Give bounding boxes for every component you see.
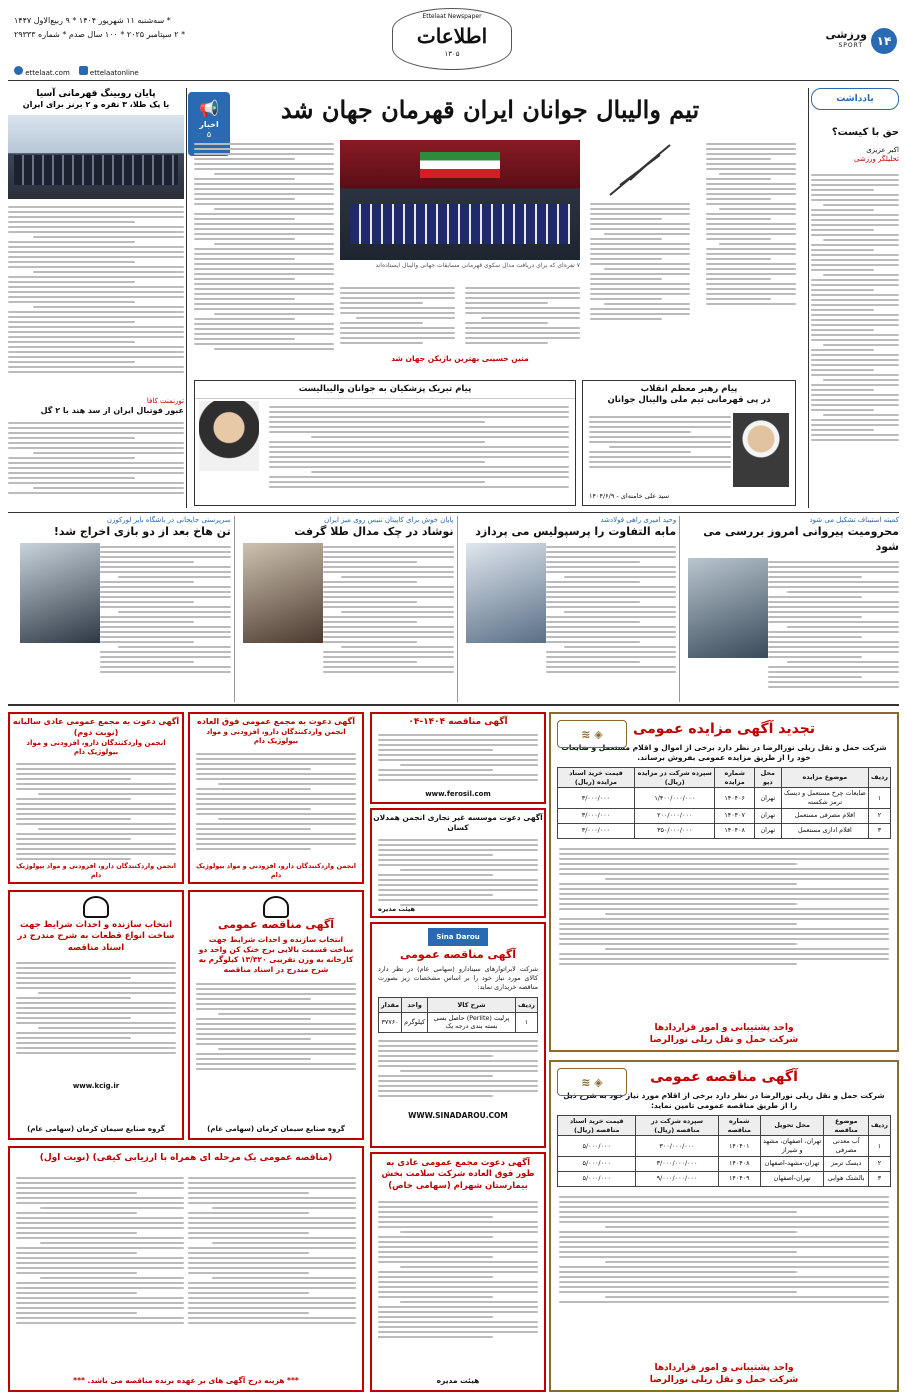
leader-subtitle: در پی قهرمانی تیم ملی والیبال جوانان xyxy=(607,395,771,406)
tender-company: شرکت حمل و نقل ریلی نورالرضا در نظر دارد برخی از اقلام مورد نیاز خود به شرح ذیل را از طریق مناقصه عمومی تامین نماید: xyxy=(563,1090,885,1111)
auction-terms xyxy=(559,845,889,985)
social-icon xyxy=(79,66,88,75)
inquiry-ad xyxy=(370,712,546,804)
left-divider xyxy=(186,88,187,508)
president-title: پیام تبریک پزشکیان به جوانان والیبالیست xyxy=(195,381,575,399)
section-label: ورزشی xyxy=(825,28,867,41)
cement1-company: گروه صنایع سیمان کرمان (سهامی عام) xyxy=(27,1124,165,1133)
table-cell: ۵/۰۰۰/۰۰۰ xyxy=(558,1156,636,1171)
inquiry-body xyxy=(378,731,538,787)
table-cell: آب معدنی مصرفی xyxy=(824,1136,869,1156)
cement2-logo-icon xyxy=(263,896,289,918)
mid-story-kicker: سرپرستی جایحانی در باشگاه بایر لورکوزن xyxy=(106,516,231,524)
cement1-ad xyxy=(8,890,184,1140)
result-col xyxy=(194,140,334,380)
assoc2-sign: انجمن واردکنندگان دارو، افزودنی و مواد بیولوژیک دام xyxy=(195,862,357,880)
auction-footer: واحد پشتیبانی و امور قراردادها شرکت حمل و نقل ریلی نورالرضا xyxy=(649,1022,799,1045)
paper-logo xyxy=(392,8,512,70)
cement1-title: انتخاب سازنده و احداث شرایط جهت ساخت انواع قطعات به شرح مندرج در اسناد مناقصه xyxy=(17,920,175,953)
table-cell: ۳/۰۰۰/۰۰۰ xyxy=(558,808,635,823)
table-row xyxy=(558,788,891,808)
nour-logo-icon: ◈ ≋ xyxy=(557,720,627,748)
table-cell: تهران، اصفهان، مشهد و شیراز xyxy=(760,1136,824,1156)
mid-story-divider xyxy=(457,516,458,702)
rowing-subtitle: با یک طلا، ۳ نقره و ۲ برنز برای ایران xyxy=(22,100,170,110)
table-cell: ۵/۰۰۰/۰۰۰ xyxy=(558,1136,636,1156)
table-header: قیمت خرید اسناد مزایده (ریال) xyxy=(558,768,635,788)
table-header: واحد xyxy=(402,997,428,1012)
inquiry-site[interactable]: www.ferosil.com xyxy=(425,790,491,799)
table-cell: ۱۴۰۴۰۹ xyxy=(718,1171,760,1186)
tender-table xyxy=(557,1115,891,1187)
table-cell: ۳۷۷۶۰ xyxy=(379,1012,402,1032)
assoc1-title: آگهی دعوت به مجمع عمومی عادی سالیانه (نوبت دوم) xyxy=(12,717,180,737)
mid-story-divider xyxy=(679,516,680,702)
rowing-story xyxy=(8,88,184,508)
assoc1-sub: انجمن واردکنندگان دارو، افزودنی و مواد بیولوژیک دام xyxy=(26,738,166,757)
table-cell: پرلیت (Perlite) حاصل بسی بسته بندی درجه یک xyxy=(428,1012,516,1032)
table-header: محل تحویل xyxy=(760,1116,824,1136)
notes-title: حق با کیست؟ xyxy=(831,127,899,139)
mid-story-body xyxy=(100,543,231,693)
mid-story xyxy=(462,516,677,702)
assoc1-ad xyxy=(8,712,184,884)
date-line-2: * ۲ سپتامبر ۲۰۲۵ * ۱۰۰ سال صدم * شماره ۲۹۳۳۳ xyxy=(14,30,186,39)
table-header: موضوع مناقصه xyxy=(824,1116,869,1136)
leader-body xyxy=(589,413,731,483)
notes-label: یادداشت xyxy=(811,88,899,110)
table-cell: ۱۴۰۴۰۸ xyxy=(715,823,754,838)
cement1-logo-icon xyxy=(83,896,109,918)
assoc2-ad xyxy=(188,712,364,884)
table-header: سپرده شرکت در مزایده (ریال) xyxy=(634,768,715,788)
mid-story-body xyxy=(768,558,899,708)
rowing-title: پایان رویینگ قهرمانی آسیا xyxy=(36,89,156,99)
table-header: شماره مناقصه xyxy=(718,1116,760,1136)
table-header: ردیف xyxy=(516,997,538,1012)
president-photo xyxy=(199,401,259,471)
table-cell: ۳۰۰/۰۰۰/۰۰۰ xyxy=(636,1136,718,1156)
table-cell: ۱ xyxy=(869,1136,891,1156)
cement2-ad xyxy=(188,890,364,1140)
tender-bottom-ad xyxy=(8,1146,364,1392)
table-cell: اقلام اداری مستعمل xyxy=(781,823,868,838)
table-cell: بالشتک هوایی xyxy=(824,1171,869,1186)
table-cell: تهران-مشهد-اصفهان xyxy=(760,1156,824,1171)
table-cell: کیلوگرم xyxy=(402,1012,428,1032)
table-cell: ۳ xyxy=(869,1171,891,1186)
mid-story-body xyxy=(546,543,677,693)
assembly-title: آگهی دعوت موسسه غیر تجاری انجمن همدلان کسان xyxy=(373,813,543,833)
table-row xyxy=(558,1136,891,1156)
akhbar-number: ۵ xyxy=(206,130,212,140)
paper-name: اطلاعات xyxy=(416,24,488,49)
sinadarou-body xyxy=(378,1037,538,1107)
table-header: شماره مزایده xyxy=(715,768,754,788)
best-player-box xyxy=(340,284,580,376)
sinadarou-logo: Sina Darou xyxy=(428,928,488,946)
tender-title: آگهی مناقصه عمومی xyxy=(650,1069,798,1085)
auction-title: تجدید آگهی مزایده عمومی xyxy=(632,721,816,737)
table-cell: ضایعات چرخ مستعمل و دیسک ترمز شکسته xyxy=(781,788,868,808)
champions-col-right xyxy=(590,140,796,380)
founded-year: ۱۳۰۵ xyxy=(444,50,460,59)
web-icon xyxy=(14,66,23,75)
notes-body xyxy=(811,171,899,491)
leader-signature: سید علی خامنه‌ای - ۱۴۰۴/۶/۹ xyxy=(589,492,670,501)
notes-divider xyxy=(808,88,809,508)
table-cell: ۱ xyxy=(516,1012,538,1032)
auction-ad xyxy=(549,712,899,1052)
football-body xyxy=(8,419,184,509)
mid-story-photo xyxy=(688,558,768,658)
mid-story-body xyxy=(323,543,454,693)
mid-story xyxy=(239,516,454,702)
football-kicker: تورنمنت کافا xyxy=(146,396,184,405)
lead-col-2 xyxy=(590,200,690,323)
table-cell: ۱/۴۰۰/۰۰۰/۰۰۰ xyxy=(634,788,715,808)
mid-story-kicker: وحید امیری راهی فولادشد xyxy=(600,516,677,524)
mid-bottom-rule xyxy=(8,704,899,706)
table-cell: تهران xyxy=(754,823,781,838)
tender-bottom-title: (مناقصه عمومی یک مرحله ای همراه با ارزیابی کیفی) (نوبت اول) xyxy=(39,1153,333,1163)
table-header: محل دپو xyxy=(754,768,781,788)
best-player-label: متین حسینی بهترین بازیکن جهان شد xyxy=(391,354,529,363)
mid-story-title: نوشاد در چک مدال طلا گرفت xyxy=(294,525,454,539)
table-cell: ۵/۰۰۰/۰۰۰ xyxy=(558,1171,636,1186)
section-label-en: SPORT xyxy=(838,42,863,49)
table-header: ردیف xyxy=(869,768,891,788)
inquiry-title: آگهی مناقصه ۱۴۰۴-۰۴ xyxy=(408,717,508,727)
mid-stories-row xyxy=(8,516,899,702)
masthead xyxy=(0,0,907,82)
hospital-body xyxy=(378,1198,538,1368)
table-cell: دیسک ترمز xyxy=(824,1156,869,1171)
tender-bottom-body-1 xyxy=(188,1174,356,1364)
notes-author: اکبر عزیزی xyxy=(866,145,899,154)
table-cell: ۳/۰۰۰/۰۰۰/۰۰۰ xyxy=(636,1156,718,1171)
cement2-title: آگهی مناقصه عمومی xyxy=(217,918,335,931)
table-cell: تهران-اصفهان xyxy=(760,1171,824,1186)
date-line-1: * سه‌شنبه ۱۱ شهریور ۱۴۰۴ * ۹ ربیع‌الاول ۱۴۴۷ xyxy=(14,16,171,25)
notes-column xyxy=(811,88,899,508)
president-body xyxy=(269,403,569,499)
leader-message xyxy=(582,380,796,506)
table-cell: ۱۴۰۴۰۷ xyxy=(715,808,754,823)
leader-title: پیام رهبر معظم انقلاب xyxy=(640,384,738,394)
table-cell: اقلام مصرفی مستعمل xyxy=(781,808,868,823)
paper-name-en: Ettelaat Newspaper xyxy=(422,13,482,20)
table-cell: ۲ xyxy=(869,1156,891,1171)
photo-caption: ۷ نفره‌ای که برای دریافت مدال سکوی قهرمانی مسابقات جهانی والیبال ایستاده‌اند xyxy=(375,262,580,269)
assoc2-title: آگهی دعوت به مجمع عمومی فوق العاده xyxy=(197,717,355,726)
mid-story-photo xyxy=(20,543,100,643)
hospital-title: آگهی دعوت مجمع عمومی عادی به طور فوق العاده شرکت سلامت بخش بیمارستان شهرام (سهامی خاص) xyxy=(381,1158,535,1191)
mid-story-title: تن هاخ بعد از دو بازی اخراج شد! xyxy=(53,525,231,539)
nour-logo-icon-2: ◈ ≋ xyxy=(557,1068,627,1096)
notes-author-role: تحلیلگر ورزشی xyxy=(853,155,899,164)
assoc1-sign: انجمن واردکنندگان دارو، افزودنی و مواد بیولوژیک دام xyxy=(15,862,177,880)
tender-ad xyxy=(549,1060,899,1392)
table-cell: ۳/۰۰۰/۰۰۰ xyxy=(558,823,635,838)
table-row xyxy=(558,1171,891,1186)
table-header: ردیف xyxy=(869,1116,891,1136)
hospital-sign: هیئت مدیره xyxy=(436,1375,480,1385)
mid-story-title: مابه التفاوت را پرسپولیس می پردازد xyxy=(475,525,677,539)
sinadarou-title: آگهی مناقصه عمومی xyxy=(399,948,517,961)
table-cell: ۳/۰۰۰/۰۰۰ xyxy=(558,788,635,808)
auction-table xyxy=(557,767,891,839)
table-row xyxy=(558,808,891,823)
table-cell: ۳۵۰/۰۰۰/۰۰۰ xyxy=(634,823,715,838)
social-link[interactable]: ettelaatonline xyxy=(89,69,139,77)
rowing-photo xyxy=(8,115,184,199)
table-cell: ۱۴۰۴۰۸ xyxy=(718,1156,760,1171)
table-cell: ۲ xyxy=(869,808,891,823)
assoc2-body xyxy=(196,750,356,870)
mid-story-kicker: کمیته استیناف تشکیل می شود xyxy=(809,516,899,524)
table-cell: ۱ xyxy=(869,788,891,808)
mid-story-photo xyxy=(243,543,323,643)
cement2-body xyxy=(196,980,356,1090)
mid-story xyxy=(684,516,899,702)
site-link[interactable]: ettelaat.com xyxy=(25,69,70,77)
table-cell: تهران xyxy=(754,788,781,808)
akhbar-label: اخبار xyxy=(199,119,219,129)
table-header: قیمت خرید اسناد مناقصه (ریال) xyxy=(558,1116,636,1136)
sinadarou-table xyxy=(378,997,538,1033)
rowing-body xyxy=(8,203,184,393)
mid-story-divider xyxy=(234,516,235,702)
auction-company: شرکت حمل و نقل ریلی نورالرضا در نظر دارد برخی از اموال و اقلام مستعمل و ضایعات خود را از طریق مزایده عمومی بفروش برساند. xyxy=(561,742,887,763)
leader-photo xyxy=(733,413,789,487)
masthead-rule xyxy=(8,80,899,81)
lead-col-1 xyxy=(706,140,796,308)
social-row xyxy=(14,66,139,78)
assembly-sign: هیئت مدیره xyxy=(378,905,416,914)
page-number-badge: ۱۴ xyxy=(871,28,897,54)
mid-top-rule xyxy=(8,512,899,513)
assembly-ad xyxy=(370,808,546,918)
sinadarou-site[interactable]: WWW.SINADAROU.COM xyxy=(408,1111,508,1121)
volleyball-photo xyxy=(340,140,580,260)
tender-bottom-body-2 xyxy=(16,1174,184,1364)
table-cell: تهران xyxy=(754,808,781,823)
table-cell: ۹/۰۰۰/۰۰۰/۰۰۰ xyxy=(636,1171,718,1186)
champions-col-left xyxy=(194,140,334,380)
cement2-sub: انتخاب سازنده و احداث شرایط جهت ساخت قسمت بالایی برج خنک کن واحد دو کارخانه به وزن تقریبی ۱۳/۳۲۰ کیلوگرم به شرح مندرج در اسناد مناقصه xyxy=(198,934,354,975)
assoc2-sub: انجمن واردکنندگان دارو، افزودنی و مواد بیولوژیک دام xyxy=(206,727,346,746)
mid-story-photo xyxy=(466,543,546,643)
sinadarou-ad xyxy=(370,922,546,1148)
cement1-site[interactable]: www.kcig.ir xyxy=(72,1082,120,1091)
mid-story xyxy=(16,516,231,702)
tender-terms xyxy=(559,1193,889,1323)
table-header: شرح کالا xyxy=(428,997,516,1012)
tender-bottom-footer: *** هزینه درج آگهی های بر عهده برنده مناقصه می باشد. *** xyxy=(73,1375,299,1385)
cement1-body xyxy=(16,959,176,1079)
table-row xyxy=(558,1156,891,1171)
best-player-body-1 xyxy=(465,284,580,354)
table-row xyxy=(558,823,891,838)
mid-story-title: محرومیت پیروانی امروز بررسی می شود xyxy=(703,525,899,554)
cement2-company: گروه صنایع سیمان کرمان (سهامی عام) xyxy=(207,1124,345,1133)
president-congrats xyxy=(194,380,576,506)
tender-footer: واحد پشتیبانی و امور قراردادها شرکت حمل و نقل ریلی نورالرضا xyxy=(649,1362,799,1385)
table-header: مقدار xyxy=(379,997,402,1012)
table-header: سپرده شرکت در مناقصه (ریال) xyxy=(636,1116,718,1136)
best-player-body-2 xyxy=(340,284,455,354)
sinadarou-company: شرکت لابراتوارهای سینادارو (سهامی عام) در نظر دارد کالای مورد نیاز خود را بر اساس مشخصات زیر بصورت مناقصه خریداری نماید: xyxy=(378,964,538,992)
megaphone-icon: 📢 xyxy=(199,99,219,118)
main-headline: تیم والیبال جوانان ایران قهرمان جهان شد xyxy=(280,95,700,124)
football-title: عبور فوتبال ایران از سد هند با ۲ گل xyxy=(40,406,184,416)
table-cell: ۱۴۰۴۰۱ xyxy=(718,1136,760,1156)
table-cell: ۱۴۰۴۰۶ xyxy=(715,788,754,808)
feather-icon xyxy=(590,140,690,200)
table-cell: ۳ xyxy=(869,823,891,838)
mid-story-kicker: پایان خوش برای کاپیتان تنیس روی میز ایران xyxy=(324,516,454,524)
table-header: موضوع مزایده xyxy=(781,768,868,788)
hospital-ad xyxy=(370,1152,546,1392)
table-cell: ۲۰۰/۰۰۰/۰۰۰ xyxy=(634,808,715,823)
